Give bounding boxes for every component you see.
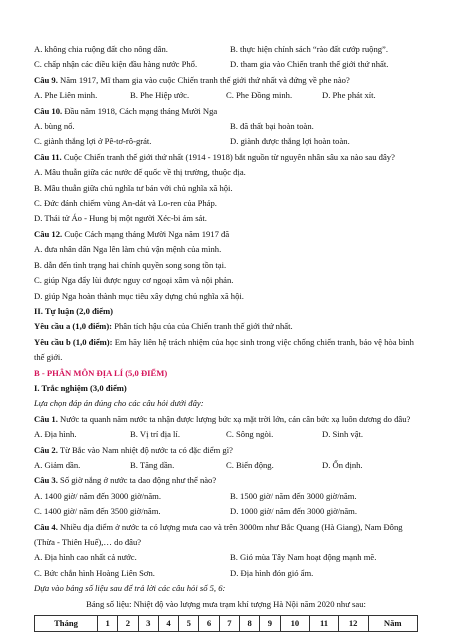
g2-option-b: B. Tăng dần.	[130, 459, 175, 470]
g4-text: Nhiều địa điểm ở nước ta có lượng mưa cao và trên 3000m như Bắc Quang (Hà Giang), Nam Đông (Thừa - Thiên Huế),… do đâu?	[34, 521, 403, 547]
q8-option-c: C. chấp nhận các điều kiện đầu hàng nước Phổ.	[34, 59, 198, 70]
g4-option-a: A. Địa hình cao nhất cả nước.	[34, 552, 137, 563]
header-cell: 6	[199, 616, 219, 632]
header-cell: 10	[280, 616, 310, 632]
q9-options	[34, 88, 418, 103]
header-cell: 9	[260, 616, 280, 632]
g2-option-d: D. Ổn định.	[322, 459, 363, 470]
q9-option-a: A. Phe Liên minh.	[34, 90, 98, 101]
q9-option-d: D. Phe phát xít.	[322, 90, 376, 101]
header-year: Năm	[368, 616, 418, 632]
g2-option-c: C. Biến động.	[226, 459, 274, 470]
q12-option-b: B. dẫn đến tình trạng hai chính quyền song song tồn tại.	[34, 259, 227, 270]
q9-number: Câu 9.	[34, 74, 58, 85]
q10-option-a: A. bùng nổ.	[34, 121, 75, 132]
q11-option-b: B. Mâu thuẫn giữa chủ nghĩa tư bản với chủ nghĩa xã hội.	[34, 182, 233, 193]
q9-option-b: B. Phe Hiệp ước.	[130, 90, 190, 101]
table-intro: Dựa vào bảng số liệu sau để trả lời các câu hỏi số 5, 6:	[34, 583, 226, 594]
g4-number: Câu 4.	[34, 521, 58, 532]
q10-option-c: C. giành thắng lợi ở Pê-tơ-rô-grát.	[34, 136, 152, 147]
q12-number: Câu 12.	[34, 228, 63, 239]
q11-number: Câu 11.	[34, 151, 62, 162]
g4-options-row-1	[34, 550, 418, 565]
q11-option-a: A. Mâu thuẫn giữa các nước đế quốc về thị trường, thuộc địa.	[34, 167, 246, 178]
g3-option-b: B. 1500 giờ/ năm đến 3000 giờ/năm.	[230, 490, 357, 501]
g2-option-a: A. Giảm dần.	[34, 459, 81, 470]
g4-question	[34, 520, 418, 551]
q10-option-d: D. giành được thắng lợi hoàn toàn.	[230, 136, 350, 147]
g1-number: Câu 1.	[34, 413, 58, 424]
g1-options	[34, 427, 418, 442]
q10-options-row-1	[34, 119, 418, 134]
g3-option-a: A. 1400 giờ/ năm đến 3000 giờ/năm.	[34, 490, 162, 501]
q11-option-d: D. Thái tử Áo - Hung bị một người Xéc-bi ám sát.	[34, 213, 207, 224]
g1-option-a: A. Địa hình.	[34, 429, 77, 440]
g3-option-d: D. 1000 giờ/ năm đến 3000 giờ/năm.	[230, 506, 358, 517]
q9-option-c: C. Phe Đồng minh.	[226, 90, 293, 101]
g3-options-row-1	[34, 489, 418, 504]
q11-option-c: C. Đức đánh chiếm vùng An-dát và Lo-ren của Pháp.	[34, 198, 217, 209]
header-cell: 11	[310, 616, 339, 632]
q10-options-row-2	[34, 134, 418, 149]
g2-number: Câu 2.	[34, 444, 58, 455]
climate-table	[34, 615, 418, 632]
q10-question	[34, 104, 418, 119]
header-cell: 8	[240, 616, 260, 632]
q10-option-b: B. đã thất bại hoàn toàn.	[230, 121, 314, 132]
q12-question	[34, 227, 418, 242]
q12-option-a: A. đưa nhân dân Nga lên làm chủ vận mệnh của mình.	[34, 244, 222, 255]
q12-text: Cuộc Cách mạng tháng Mười Nga năm 1917 đã	[62, 228, 230, 239]
part2-heading: II. Tự luận (2,0 điểm)	[34, 305, 114, 316]
g2-options	[34, 458, 418, 473]
g1-question	[34, 412, 418, 427]
q12-option-c: C. giúp Nga đẩy lùi được nguy cơ ngoại xâm và nội phản.	[34, 275, 234, 286]
q8-option-d: D. tham gia vào Chiến tranh thế giới thứ nhất.	[230, 59, 389, 70]
essay-b-text: Em hãy liên hệ trách nhiệm của học sinh trong việc chống chiến tranh, bảo vệ hòa bình thế giới.	[34, 336, 414, 363]
header-cell: 1	[98, 616, 118, 632]
section-b-part1-heading: I. Trắc nghiệm (3,0 điểm)	[34, 382, 127, 393]
table-header-row	[35, 616, 418, 632]
q8-options-row-1	[34, 42, 418, 57]
essay-a-text: Phân tích hậu của của Chiến tranh thế giới thứ nhất.	[112, 321, 293, 332]
section-b-instruction: Lựa chọn đáp án đúng cho các câu hỏi dưới đây:	[34, 398, 204, 409]
section-b-title: B - PHÂN MÔN ĐỊA LÍ (5,0 ĐIỂM)	[34, 367, 168, 378]
g3-text: Số giờ nắng ở nước ta dao động như thế nào?	[57, 475, 217, 486]
q8-option-b: B. thực hiện chính sách “rào đất cướp ruộng”.	[230, 44, 388, 54]
q11-question	[34, 150, 418, 165]
q10-text: Đầu năm 1918, Cách mạng tháng Mười Nga	[62, 105, 218, 116]
q9-text: Năm 1917, Mĩ tham gia vào cuộc Chiến tranh thế giới thứ nhất và đứng về phe nào?	[57, 74, 350, 85]
q8-option-a: A. không chia ruộng đất cho nông dân.	[34, 44, 168, 54]
header-cell: 7	[219, 616, 239, 632]
g4-options-row-2	[34, 566, 418, 581]
g1-option-b: B. Vị trí địa lí.	[130, 429, 180, 440]
header-cell: 5	[179, 616, 199, 632]
g1-option-d: D. Sinh vật.	[322, 429, 364, 440]
g2-question	[34, 443, 418, 458]
g2-text: Từ Bắc vào Nam nhiệt độ nước ta có đặc điểm gì?	[57, 444, 233, 455]
header-month: Tháng	[35, 616, 98, 632]
q9-question	[34, 73, 418, 88]
header-cell: 4	[158, 616, 178, 632]
q11-text: Cuộc Chiến tranh thế giới thứ nhất (1914 - 1918) bắt nguồn từ nguyên nhân sâu xa nào sau đây?	[61, 151, 395, 162]
header-cell: 2	[118, 616, 138, 632]
g3-option-c: C. 1400 giờ/ năm đến 3500 giờ/năm.	[34, 506, 161, 517]
q8-options-row-2	[34, 57, 418, 72]
g4-option-d: D. Địa hình đón gió ẩm.	[230, 567, 314, 578]
g3-question	[34, 473, 418, 488]
g1-text: Nước ta quanh năm nước ta nhận được lượng bức xạ mặt trời lớn, cán cân bức xạ luôn dương do đâu?	[57, 413, 411, 424]
exam-page	[34, 42, 418, 632]
g4-option-c: C. Bức chắn hình Hoàng Liên Sơn.	[34, 567, 155, 578]
essay-requirement-b	[34, 335, 418, 366]
q10-number: Câu 10.	[34, 105, 63, 116]
header-cell: 3	[138, 616, 158, 632]
g1-option-c: C. Sông ngòi.	[226, 429, 274, 440]
g3-options-row-2	[34, 504, 418, 519]
essay-b-label: Yêu cầu b (1,0 điểm):	[34, 336, 113, 347]
header-cell: 12	[338, 616, 368, 632]
essay-a-label: Yêu cầu a (1,0 điểm):	[34, 321, 113, 332]
g3-number: Câu 3.	[34, 475, 58, 486]
q12-option-d: D. giúp Nga hoàn thành mục tiêu xây dựng chủ nghĩa xã hội.	[34, 290, 244, 301]
g4-option-b: B. Gió mùa Tây Nam hoạt động mạnh mẽ.	[230, 552, 377, 563]
table-title: Bảng số liệu: Nhiệt độ vào lượng mưa trạm khí tượng Hà Nội năm 2020 như sau:	[86, 598, 366, 609]
essay-requirement-a	[34, 319, 418, 334]
